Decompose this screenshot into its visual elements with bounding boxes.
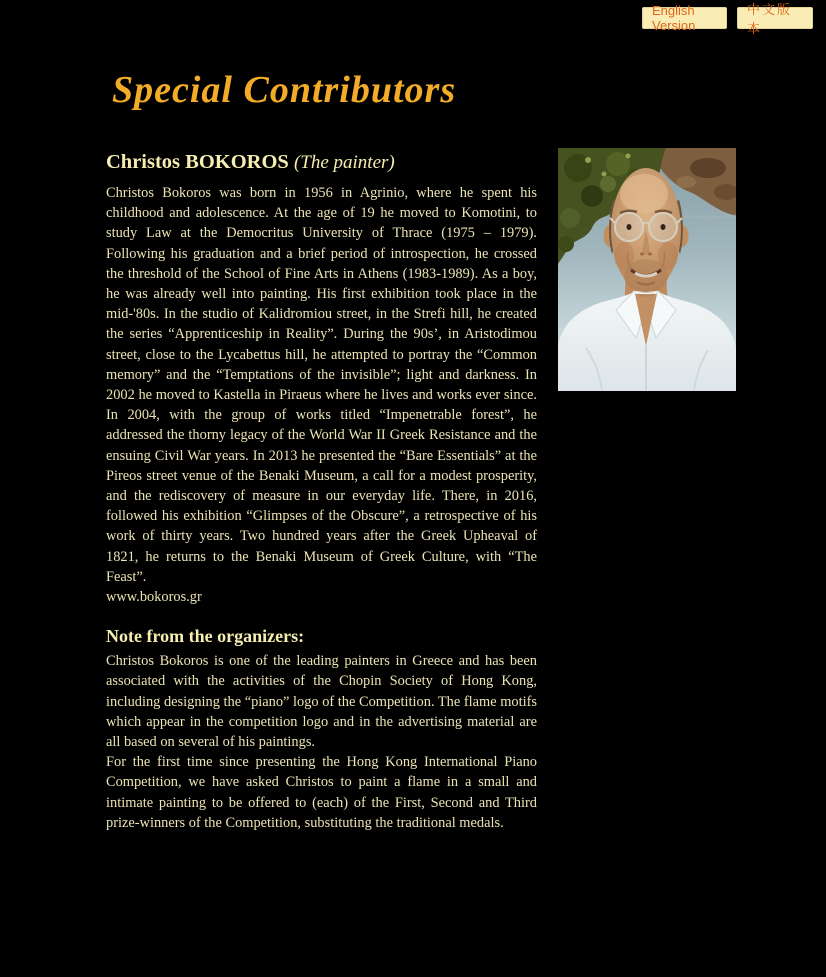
language-switcher	[642, 2, 813, 36]
contributor-bio: Christos Bokoros was born in 1956 in Agrinio, where he spent his childhood and adolescence. At the age of 19 he moved to Komotini, to study Law at the Democritus University of Thrace (1975 – 1979). Following his graduation and a brief period of introspection, he crossed the threshold of the School of Fine Arts in Athens (1983-1989). As a boy, he was already well into painting. His first exhibition took place in the mid-'80s. In the studio of Kalidromiou street, in the Strefi hill, he created the series “Apprenticeship in Reality”. During the 90s’, in Aristodimou street, close to the Lycabettus hill, he attempted to portray the “Common memory” and the “Temptations of the invisible”; light and darkness. In 2002 he moved to Kastella in Piraeus where he lives and works ever since. In 2004, with the group of works titled “Impenetrable forest”, he addressed the thorny legacy of the World War II Greek Resistance and the ensuing Civil War years. In 2013 he presented the “Bare Essentials” at the Pireos street venue of the Benaki Museum, a call for a modest prosperity, and the rediscovery of measure in our everyday life. There, in 2016, followed his exhibition “Glimpses of the Obscure”, a retrospective of his work of thirty years. Two hundred years after the Greek Upheaval of 1821, he returns to the Benaki Museum of Greek Culture, with “The Feast”.	[106, 185, 537, 585]
organizers-note-heading: Note from the organizers:	[106, 626, 305, 647]
chinese-version-button[interactable]: 中文版本	[737, 7, 813, 29]
portrait-illustration	[558, 148, 736, 391]
contributor-name: Christos BOKOROS	[106, 151, 289, 173]
english-version-button[interactable]: English Version	[642, 7, 727, 29]
contributor-photo	[558, 148, 736, 391]
organizers-note-paragraph-2: For the first time since presenting the Hong Kong International Piano Competition, we have asked Christos to paint a flame in a small and intimate painting to be offered to (each) of the First, Second and Third prize-winners of the Competition, substituting the traditional medals.	[106, 754, 537, 831]
page-title: Special Contributors	[112, 69, 457, 111]
contributor-article	[106, 149, 537, 833]
contributor-role: (The painter)	[293, 152, 395, 173]
contributor-website-link[interactable]: www.bokoros.gr	[106, 589, 202, 606]
organizers-note-paragraph-1: Christos Bokoros is one of the leading painters in Greece and has been associated with the activities of the Chopin Society of Hong Kong, including designing the “piano” logo of the Competition. The flame motifs which appear in the competition logo and in the advertising material are all based on several of his paintings.	[106, 653, 537, 751]
contributor-name-heading	[106, 149, 537, 176]
